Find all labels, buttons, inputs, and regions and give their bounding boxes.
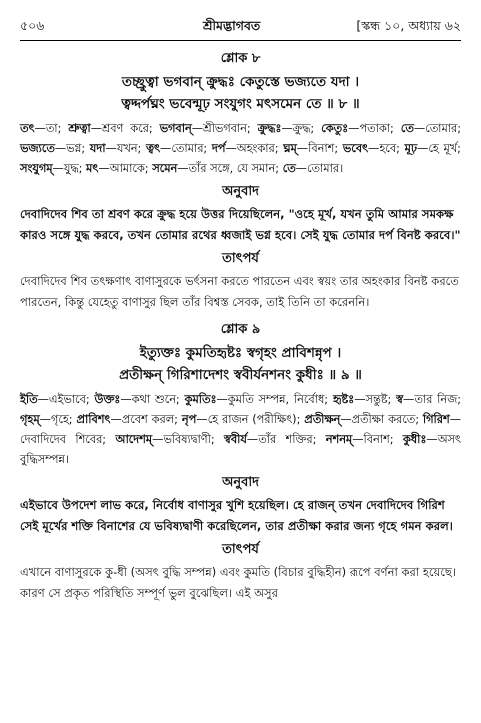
synonym-word: আদেশম্ — [115, 433, 153, 446]
synonym-word: ঘ্নম্ — [283, 142, 297, 155]
purport-label: তাৎপর্য — [222, 542, 259, 557]
synonym-meaning: পতাকা; — [359, 122, 401, 135]
synonym-word: ত্বৎ — [145, 142, 161, 155]
synonym-word: সমেন — [152, 162, 178, 175]
synonym-word: ইতি — [20, 393, 38, 406]
synonym-word: ক্রুদ্ধঃ — [257, 122, 282, 135]
synonym-meaning: যখন; — [116, 142, 146, 155]
translation-label: অনুবাদ — [222, 475, 259, 490]
verse-section — [20, 321, 461, 604]
synonym-word: তৎ — [20, 122, 35, 135]
synonym-word: উক্তঃ — [94, 393, 121, 406]
synonym-meaning: শ্রীভগবান; — [203, 122, 258, 135]
purport: এখানে বাণাসুরকে কু-ধী (অসৎ বুদ্ধি সম্পন্ন) এবং কুমতি (বিচার বুদ্ধিহীন) রূপে বর্ণনা করা হয়েছে। কারণ সে প্রকৃত পরিস্থিতি সম্পূর্ণ ভুল বুঝেছিল। এই অসুর — [20, 565, 456, 600]
synonym-meaning: ভগ্ন; — [66, 142, 90, 155]
synonym-meaning: অহংকার; — [236, 142, 284, 155]
synonym-meaning: তোমার; — [425, 122, 462, 135]
page-number: ৫০৬ — [20, 18, 45, 33]
purport: দেবাদিদেব শিব তৎক্ষণাৎ বাণাসুরকে ভর্ৎসনা করতে পারতেন এবং স্বয়ং তার অহংকার বিনষ্ট করতে পারতেন, কিন্তু যেহেতু বাণাসুর ছিল তাঁর বিশ্বস্ত সেবক, তাই তিনি তা করেননি। — [20, 274, 459, 309]
synonym-meaning: ক্রুদ্ধ; — [292, 122, 322, 135]
synonym-meaning: হবে; — [379, 142, 405, 155]
synonym-meaning: তা; — [45, 122, 69, 135]
synonym-word: কেতুঃ — [321, 122, 349, 135]
synonym-meaning: তোমার; — [171, 142, 212, 155]
synonym-meaning: হে রাজন (পরীক্ষিৎ); — [207, 413, 305, 426]
verse-text — [20, 71, 461, 115]
verse-number: শ্লোক ৯ — [220, 322, 261, 337]
running-title: শ্রীমদ্ভাগবত — [203, 18, 261, 33]
synonym-meaning: ভবিষ্যদ্বাণী; — [163, 433, 224, 446]
synonym-word: স্ব — [396, 393, 404, 406]
synonym-word: ভবেৎ — [342, 142, 369, 155]
synonym-word: দর্প — [211, 142, 226, 155]
synonym-word: স্ববীর্য — [224, 433, 247, 446]
synonym-meaning: তাঁর সঙ্গে, যে সমান; — [188, 162, 283, 175]
synonym-word: যদা — [89, 142, 106, 155]
synonym-word: নৃপ — [181, 413, 197, 426]
synonyms: তৎ—তা; শ্রুত্বা—শ্রবণ করে; ভগবান্—শ্রীভগবান; ক্রুদ্ধঃ—ক্রুদ্ধ; কেতুঃ—পতাকা; তে—তোমার; ভজ্যতে—ভগ্ন; যদা—যখন; ত্বৎ—তোমার; দর্প—অহংকার; ঘ্নম্—বিনাশ; ভবেৎ—হবে; মূঢ়—হে মূর্খ; সংযুগম্—যুদ্ধ; মৎ—আমাকে; সমেন—তাঁর সঙ্গে, যে সমান; তে—তোমার। — [20, 122, 462, 175]
purport-label: তাৎপর্য — [222, 251, 259, 266]
synonym-word: ভজ্যতে — [20, 142, 55, 155]
synonym-meaning: অসৎ বুদ্ধিসম্পন্ন। — [20, 433, 461, 466]
synonym-word: গৃহম্ — [20, 413, 40, 426]
synonym-meaning: তার নিজ; — [414, 393, 462, 406]
verse-number: শ্লোক ৮ — [220, 51, 261, 66]
synonym-word: প্রাবিশৎ — [76, 413, 111, 426]
synonym-meaning: প্রতীক্ষা করতে; — [351, 413, 423, 426]
synonym-meaning: কথা শুনে; — [131, 393, 185, 406]
synonym-word: মূঢ় — [404, 142, 418, 155]
synonyms: ইতি—এইভাবে; উক্তঃ—কথা শুনে; কুমতিঃ—কুমতি সম্পন্ন, নির্বোধ; হৃষ্টঃ—সন্তুষ্ট; স্ব—তার নিজ; গৃহম্—গৃহে; প্রাবিশৎ—প্রবেশ করল; নৃপ—হে রাজন (পরীক্ষিৎ); প্রতীক্ষন্—প্রতীক্ষা করতে; গিরিশ—দেবাদিদেব শিবের; আদেশম্—ভবিষ্যদ্বাণী; স্ববীর্য—তাঁর শক্তির; নশনম্—বিনাশ; কুধীঃ—অসৎ বুদ্ধিসম্পন্ন। — [20, 393, 462, 466]
synonym-word: শ্রুত্বা — [68, 122, 91, 135]
synonym-word: তে — [282, 162, 296, 175]
synonym-meaning: দেবাদিদেব শিবের; — [20, 433, 116, 446]
synonym-meaning: তোমার। — [306, 162, 344, 175]
page-header — [20, 18, 461, 36]
synonym-word: ভগবান্ — [159, 122, 192, 135]
translation-label: অনুবাদ — [222, 184, 259, 199]
verse-text — [20, 342, 461, 386]
translation: এইভাবে উপদেশ লাভ করে, নির্বোধ বাণাসুর খুশি হয়েছিল। হে রাজন্ তখন দেবাদিদেব গিরিশ সেই মূর্খের শক্তি বিনাশের যে ভবিষ্যদ্বাণী করেছিলেন, তার প্রতীক্ষা করার জন্য গৃহে গমন করল। — [20, 498, 453, 533]
synonym-word: গিরিশ — [422, 413, 450, 426]
verse-line: প্রতীক্ষন্ গিরিশাদেশং স্ববীর্যনশনং কুধীঃ ॥ ৯ ॥ — [119, 367, 362, 383]
synonym-meaning: বিনাশ; — [308, 142, 343, 155]
synonym-meaning: আমাকে; — [109, 162, 153, 175]
synonym-word: মৎ — [86, 162, 99, 175]
translation: দেবাদিদেব শিব তা শ্রবণ করে ক্রুদ্ধ হয়ে উত্তর দিয়েছিলেন, "ওহে মূর্খ, যখন তুমি আমার সমকক্ষ কারও সঙ্গে যুদ্ধ করবে, তখন তোমার রথের ধ্বজাই ভগ্ন হবে। সেই যুদ্ধ তোমার দর্প বিনষ্ট করবে।" — [20, 207, 461, 242]
synonym-meaning: যুদ্ধ; — [63, 162, 87, 175]
synonym-word: কুধীঃ — [402, 433, 427, 446]
synonym-word: নশনম্ — [325, 433, 353, 446]
synonym-meaning: সন্তুষ্ট; — [365, 393, 397, 406]
synonym-meaning: এইভাবে; — [48, 393, 95, 406]
synonym-meaning: তাঁর শক্তির; — [258, 433, 326, 446]
header-rule — [20, 40, 461, 41]
verse-line: তচ্ছ্রুত্বা ভগবান্ ক্রুদ্ধঃ কেতুস্তে ভজ্যতে যদা । — [121, 74, 360, 90]
synonym-word: প্রতীক্ষন্ — [304, 413, 341, 426]
synonym-meaning: বিনাশ; — [363, 433, 403, 446]
verse-line: ইত্যুক্তঃ কুমতিহৃষ্টঃ স্বগৃহং প্রাবিশন্নৃপ । — [139, 345, 342, 361]
synonym-meaning: হে মূর্খ; — [428, 142, 461, 155]
synonym-word: তে — [400, 122, 414, 135]
synonym-meaning: গৃহে; — [50, 413, 77, 426]
synonym-word: সংযুগম্ — [20, 162, 53, 175]
synonym-word: কুমতিঃ — [184, 393, 217, 406]
chapter-reference: [স্কন্ধ ১০, অধ্যায় ৬২ — [356, 18, 461, 33]
verse-line: ত্বদ্দর্পঘ্নং ভবেন্মূঢ় সংযুগং মৎসমেন তে ॥ ৮ ॥ — [121, 96, 360, 112]
verse-section — [20, 50, 461, 313]
synonym-meaning: প্রবেশ করল; — [121, 413, 182, 426]
synonym-meaning: শ্রবণ করে; — [101, 122, 160, 135]
page-body — [20, 48, 461, 612]
synonym-word: হৃষ্টঃ — [332, 393, 355, 406]
synonym-meaning: কুমতি সম্পন্ন, নির্বোধ; — [227, 393, 333, 406]
